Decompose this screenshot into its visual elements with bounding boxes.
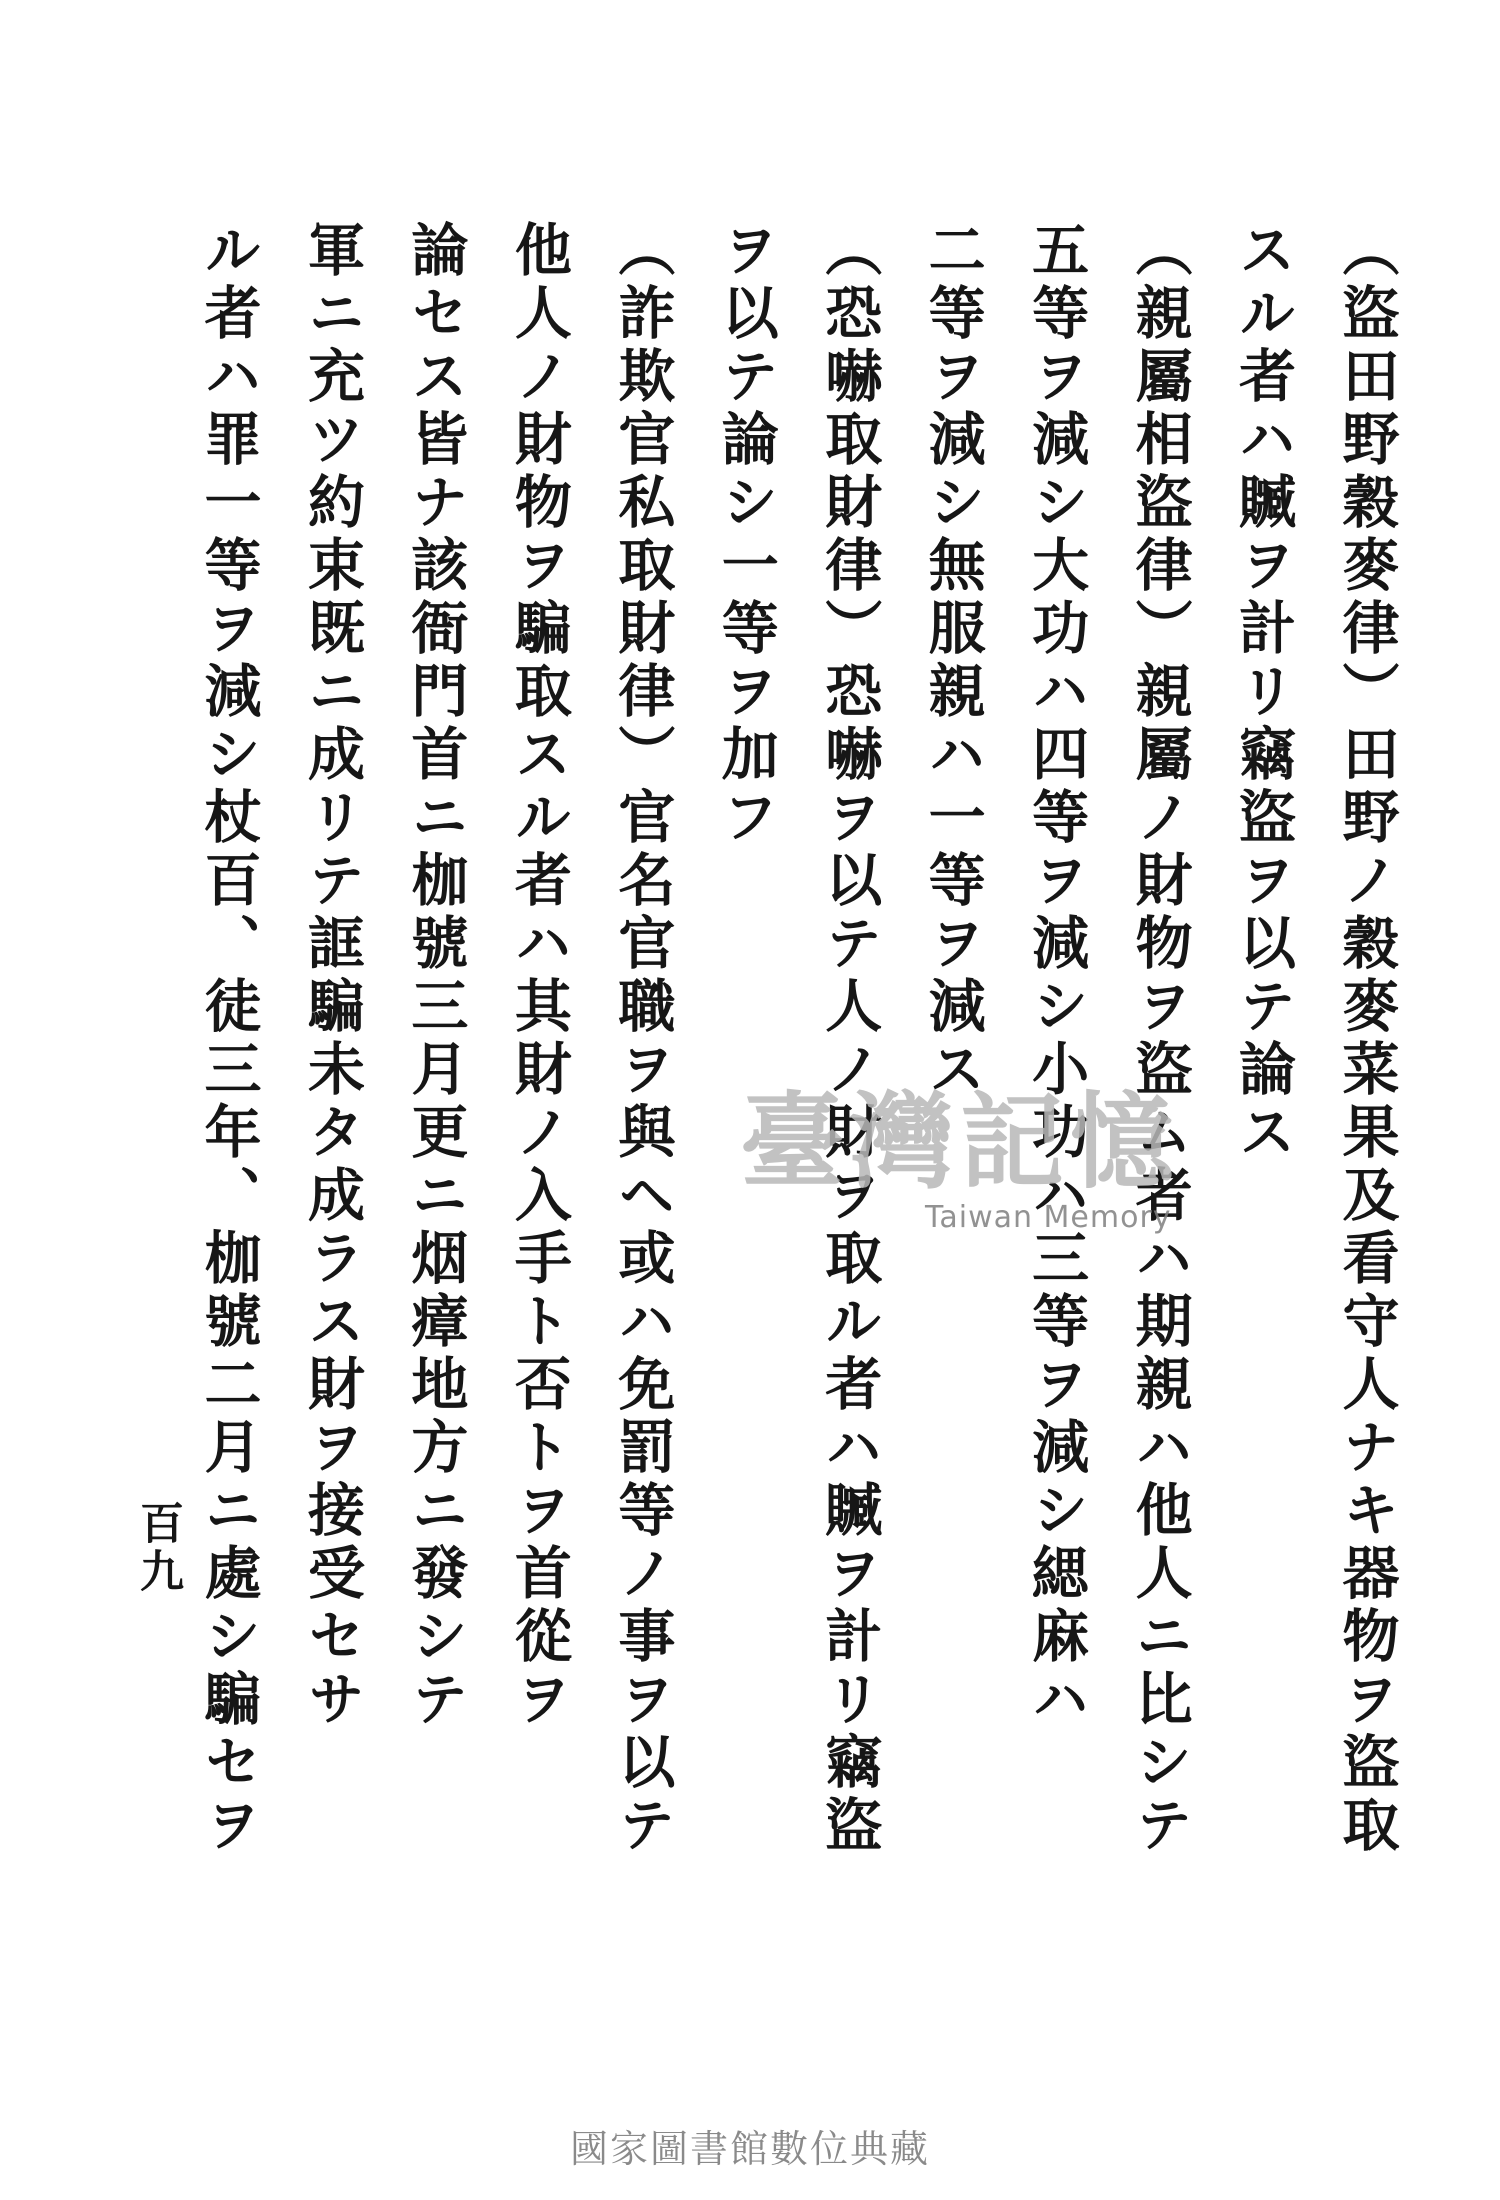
- watermark-chars: 臺灣記憶: [740, 1080, 1181, 1203]
- text-column-3: （親屬相盜律）親屬ノ財物ヲ盜ム者ハ期親ハ他人ニ比シテ: [1126, 220, 1194, 1858]
- text-column-10: 論セス皆ナ該衙門首ニ枷號三月更ニ烟瘴地方ニ發シテ: [401, 220, 469, 1732]
- text-column-1: （盜田野穀麥律）田野ノ穀麥菜果及看守人ナキ器物ヲ盜取: [1332, 220, 1400, 1858]
- text-column-7: ヲ以テ論シ一等ヲ加フ: [712, 220, 780, 850]
- text-column-9: 他人ノ財物ヲ騙取スル者ハ其財ノ入手ト否トヲ首從ヲ: [505, 220, 573, 1732]
- vertical-text-body: [195, 220, 1400, 1980]
- watermark-latin: Taiwan Memory: [925, 1200, 1172, 1235]
- text-column-2: スル者ハ贓ヲ計リ竊盜ヲ以テ論ス: [1229, 220, 1297, 1165]
- text-column-4: 五等ヲ減シ大功ハ四等ヲ減シ小功ハ三等ヲ減シ緦麻ハ: [1022, 220, 1090, 1732]
- page-number: 百九: [132, 1500, 183, 1596]
- text-column-12: ル者ハ罪一等ヲ減シ杖百、徒三年、枷號二月ニ處シ騙セヲ: [195, 220, 262, 1858]
- text-column-8: （詐欺官私取財律）官名官職ヲ與ヘ或ハ免罰等ノ事ヲ以テ: [608, 220, 676, 1858]
- archive-footer: 國家圖書館數位典藏: [569, 2127, 930, 2171]
- text-column-6: （恐嚇取財律）恐嚇ヲ以テ人ノ財ヲ取ル者ハ贓ヲ計リ竊盜: [815, 220, 883, 1858]
- text-column-11: 軍ニ充ツ約束既ニ成リテ誆騙未タ成ラス財ヲ接受セサ: [298, 220, 366, 1732]
- text-column-5: 二等ヲ減シ無服親ハ一等ヲ減ス: [919, 220, 987, 1102]
